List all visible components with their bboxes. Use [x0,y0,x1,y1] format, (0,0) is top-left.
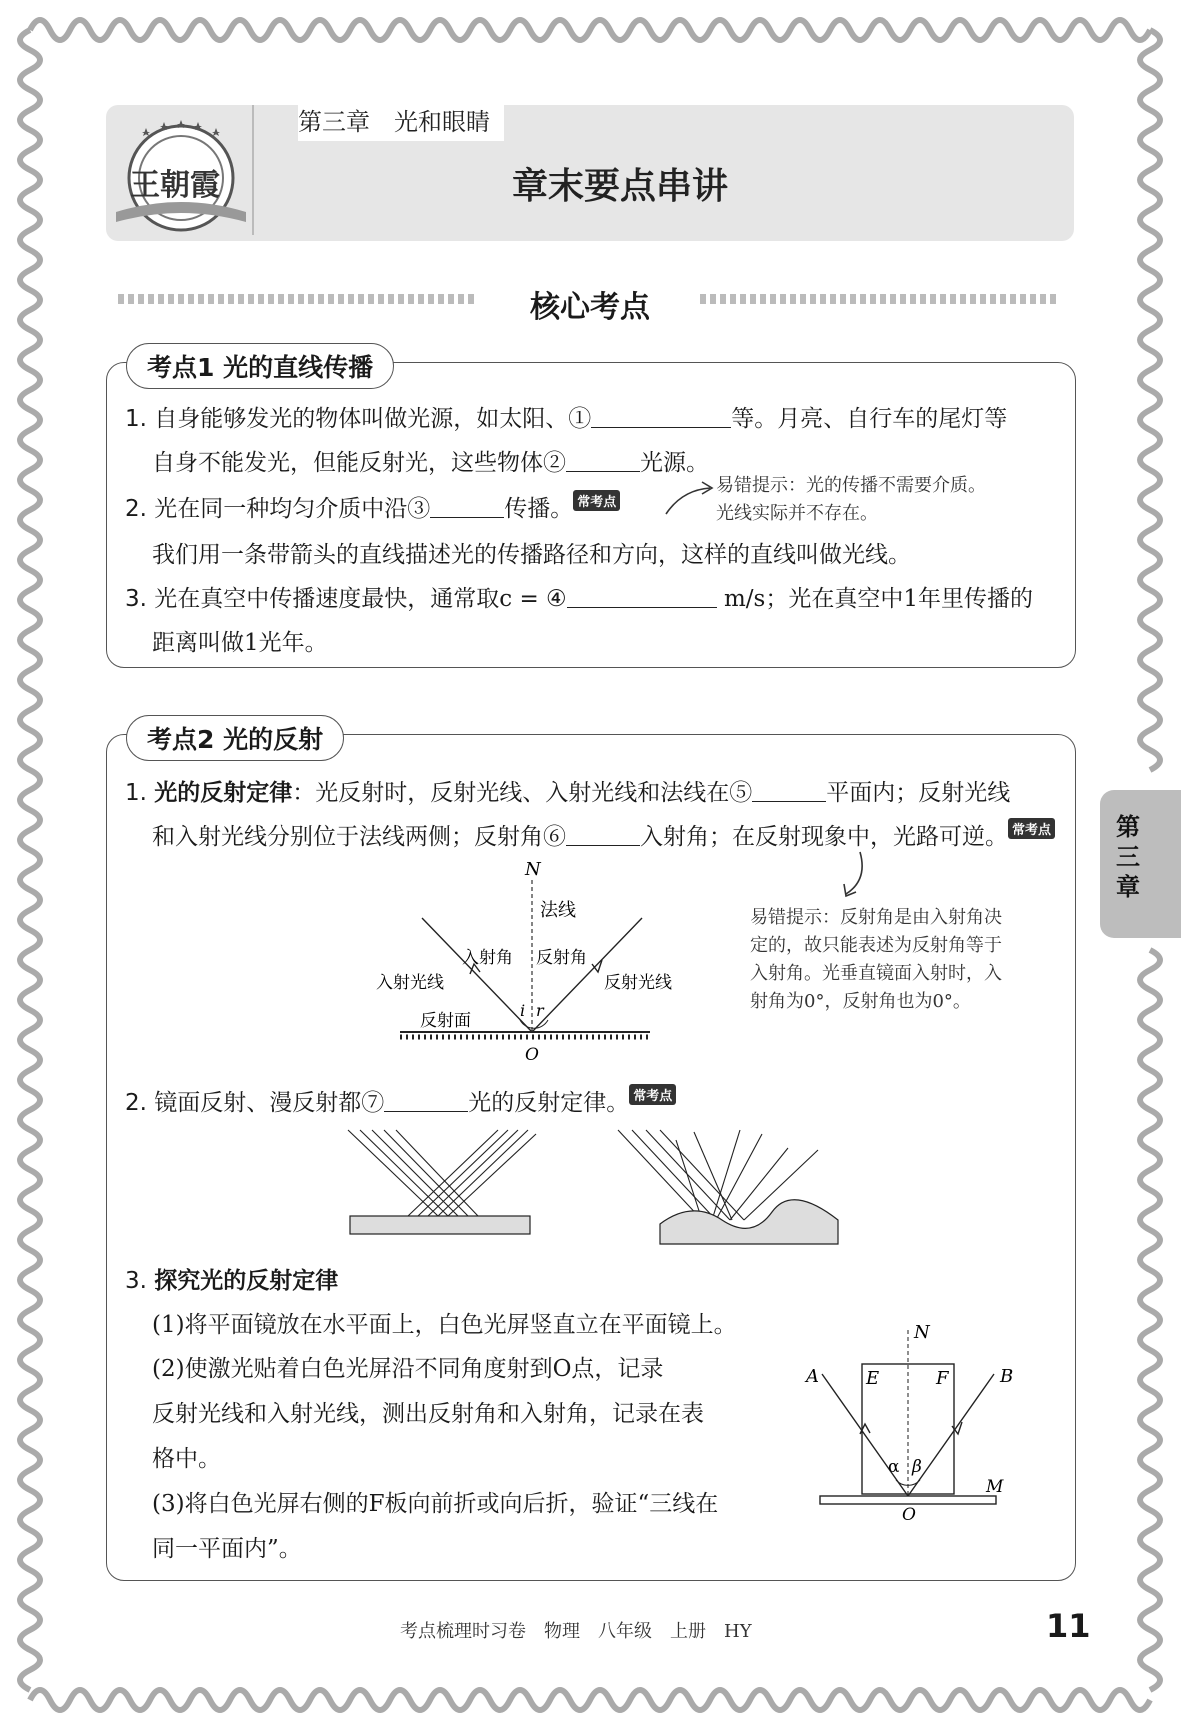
specular-reflection-diagram [340,1120,540,1240]
label-M: M [986,1477,1004,1497]
ray-B [908,1374,994,1496]
blank-2[interactable] [566,449,640,472]
frequent-badge: 常考点 [629,1084,676,1105]
title-deco-left [118,294,478,304]
s2-line3: 2. 镜面反射、漫反射都⑦ 光的反射定律。 常考点 [125,1084,676,1117]
frequent-badge: 常考点 [573,490,620,511]
label-N: N [914,1322,930,1343]
label-E: E [866,1368,880,1389]
tip-arrow-icon [836,850,876,900]
label-F: F [936,1368,949,1389]
blank-1[interactable] [591,405,731,428]
s2-step-2b: 反射光线和入射光线，测出反射角和入射角，记录在表 [152,1401,704,1427]
s1-line6: 距离叫做1光年。 [152,630,328,656]
label-alpha: α [888,1457,900,1477]
blank-3[interactable] [430,495,504,518]
s1-line3: 2. 光在同一种均匀介质中沿③ 传播。 常考点 [125,490,620,523]
section1-tab: 考点1 光的直线传播 [126,343,394,389]
s1-line5: 3. 光在真空中传播速度最快，通常取c = ④ m/s；光在真空中1年里传播的 [125,586,1033,612]
logo-text: 王朝霞 [130,168,220,203]
label-reflected-ray: 反射光线 [604,973,672,993]
blank-6[interactable] [566,823,640,846]
label-B: B [1000,1366,1014,1387]
blank-5[interactable] [752,779,826,802]
blank-4[interactable] [567,585,717,608]
s1-line4: 我们用一条带箭头的直线描述光的传播路径和方向，这样的直线叫做光线。 [152,542,911,568]
label-incident-ray: 入射光线 [376,973,444,993]
core-title: 核心考点 [530,290,650,325]
label-r: r [536,1001,544,1020]
s2-line1: 1. 光的反射定律：光反射时，反射光线、入射光线和法线在⑤ 平面内；反射光线 [125,780,1011,806]
reflection-diagram [370,860,670,1065]
label-O: O [902,1505,916,1525]
header-divider [252,105,254,235]
experiment-diagram [800,1320,1014,1525]
label-i: i [520,1001,526,1020]
label-reflect-angle: 反射角 [536,948,587,968]
page-title: 章末要点串讲 [511,166,728,207]
section2-tab: 考点2 光的反射 [126,715,344,761]
s2-tip: 易错提示：反射角是由入射角决 定的，故只能表述为反射角等于 入射角。光垂直镜面入射时，入 射角为0°，反射角也为0°。 [750,907,1002,1012]
footer-text: 考点梳理时习卷 物理 八年级 上册 HY [400,1621,752,1642]
s2-step-1: (1)将平面镜放在水平面上，白色光屏竖直立在平面镜上。 [152,1312,737,1338]
s1-line1: 1. 自身能够发光的物体叫做光源，如太阳、① 等。月亮、自行车的尾灯等 [125,406,1008,432]
page-number: 11 [1046,1607,1091,1645]
s1-tip: 易错提示：光的传播不需要介质。 光线实际并不存在。 [716,475,986,524]
s2-item3-title: 3. 探究光的反射定律 [125,1268,339,1294]
flat-mirror [350,1216,530,1234]
s1-line2: 自身不能发光，但能反射光，这些物体② 光源。 [152,450,709,476]
rough-surface [660,1200,838,1244]
plane-mirror [820,1496,996,1504]
label-incident-angle: 入射角 [462,948,513,968]
s2-step-3b: 同一平面内”。 [152,1536,302,1562]
label-surface: 反射面 [420,1011,471,1031]
s2-step-2: (2)使激光贴着白色光屏沿不同角度射到O点，记录 [152,1356,664,1382]
diffuse-reflection-diagram [612,1120,842,1250]
label-A: A [806,1366,819,1387]
frequent-badge: 常考点 [1008,818,1055,839]
chapter-label: 第三章 光和眼睛 [298,100,504,141]
label-normal: 法线 [540,900,576,921]
title-deco-right [700,294,1060,304]
blank-7[interactable] [384,1089,468,1112]
s2-step-3: (3)将白色光屏右侧的F板向前折或向后折，验证“三线在 [152,1491,719,1517]
label-N: N [525,859,541,880]
tip-arrow-icon [662,478,716,518]
ray-A [822,1374,908,1496]
chapter-side-tab-label: 第 三 章 [1116,813,1140,901]
label-O: O [525,1045,539,1065]
s2-line2: 和入射光线分别位于法线两侧；反射角⑥ 入射角；在反射现象中，光路可逆。 常考点 [152,818,1055,851]
label-beta: β [912,1457,922,1477]
s2-step-2c: 格中。 [152,1446,221,1472]
